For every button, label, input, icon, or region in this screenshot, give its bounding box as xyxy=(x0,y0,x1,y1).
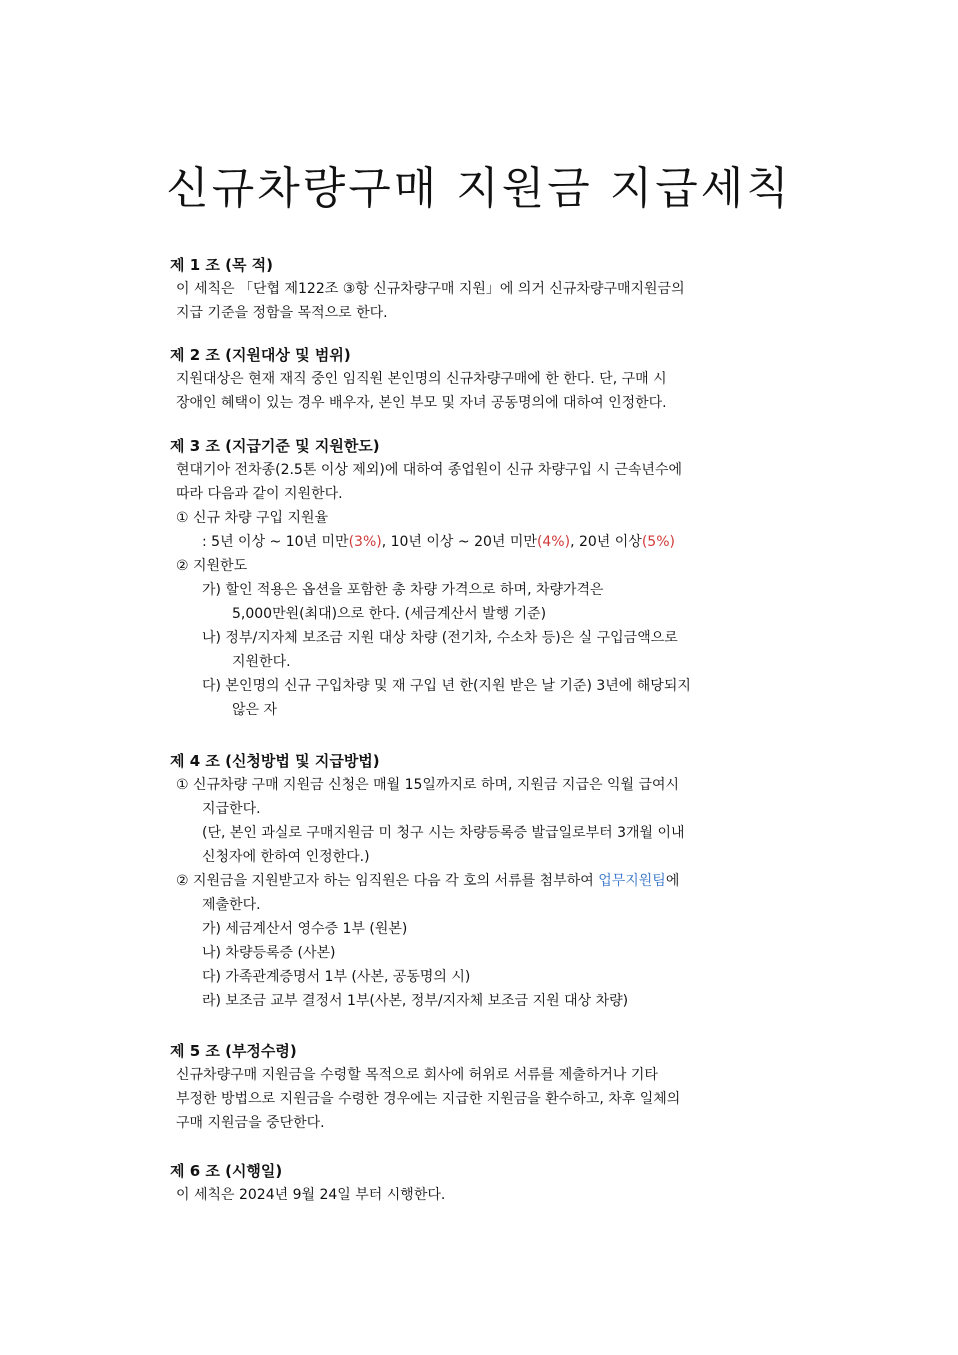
article-3-item-1: ① 신규 차량 구입 지원율 xyxy=(176,510,329,526)
rate-range-a: : 5년 이상 ~ 10년 미만 xyxy=(202,534,349,550)
document-title: 신규차량구매 지원금 지급세칙 xyxy=(166,163,792,214)
article-5-line-3: 구매 지원금을 중단한다. xyxy=(176,1115,325,1131)
article-4-item-2-line-2: 제출한다. xyxy=(202,897,261,913)
article-6-heading: 제 6 조 (시행일) xyxy=(170,1162,283,1180)
article-4-item-2-line-1 xyxy=(166,869,816,893)
article-5 xyxy=(166,1039,816,1135)
document-list-item: 나) 차량등록증 (사본) xyxy=(202,945,336,961)
article-4-item-1-line-1: ① 신규차량 구매 지원금 신청은 매월 15일까지로 하며, 지원금 지급은 익월 급여시 xyxy=(176,777,680,793)
rate-value-b: (4%) xyxy=(536,534,571,550)
rate-value-a: (3%) xyxy=(348,534,382,550)
article-6-line-1: 이 세칙은 2024년 9월 24일 부터 시행한다. xyxy=(176,1187,446,1203)
article-5-line-1: 신규차량구매 지원금을 수령할 목적으로 회사에 허위로 서류를 제출하거나 기타 xyxy=(176,1067,658,1083)
article-4 xyxy=(166,749,816,1013)
article-5-heading: 제 5 조 (부정수령) xyxy=(170,1042,297,1060)
article-3-line-1: 현대기아 전차종(2.5톤 이상 제외)에 대하여 종업원이 신규 차량구입 시 근속년수에 xyxy=(176,462,683,478)
limit-ga-line-2: 5,000만원(최대)으로 한다. (세금계산서 발행 기준) xyxy=(232,606,547,622)
limit-ga-line-1: 가) 할인 적용은 옵션을 포함한 총 차량 가격으로 하며, 차량가격은 xyxy=(202,582,604,598)
business-support-team: 업무지원팀 xyxy=(598,873,666,889)
article-3-heading: 제 3 조 (지급기준 및 지원한도) xyxy=(170,437,380,455)
article-2-heading: 제 2 조 (지원대상 및 범위) xyxy=(170,346,351,364)
article-1-line-2: 지급 기준을 정함을 목적으로 한다. xyxy=(176,305,388,321)
article-6 xyxy=(166,1159,816,1207)
article-1-heading: 제 1 조 (목 적) xyxy=(170,256,273,274)
limit-da-line-2: 않은 자 xyxy=(232,702,278,718)
limit-na-line-2: 지원한다. xyxy=(232,654,291,670)
article-1 xyxy=(166,253,816,325)
article-4-item-2-text: ② 지원금을 지원받고자 하는 임직원은 다음 각 호의 서류를 첨부하여 xyxy=(176,873,599,889)
article-5-line-2: 부정한 방법으로 지원금을 수령한 경우에는 지급한 지원금을 환수하고, 차후 일체의 xyxy=(176,1091,681,1107)
document-list-item: 가) 세금계산서 영수증 1부 (원본) xyxy=(202,921,408,937)
document-list-item: 라) 보조금 교부 결정서 1부(사본, 정부/지자체 보조금 지원 대상 차량) xyxy=(202,993,629,1009)
support-rate-line xyxy=(166,530,816,554)
article-3-line-2: 따라 다음과 같이 지원한다. xyxy=(176,486,343,502)
article-4-item-1-line-3: (단, 본인 과실로 구매지원금 미 청구 시는 차량등록증 발급일로부터 3개월 이내 xyxy=(202,825,685,841)
article-4-item-1-line-4: 신청자에 한하여 인정한다.) xyxy=(202,849,370,865)
article-2 xyxy=(166,343,816,415)
document-list-item: 다) 가족관계증명서 1부 (사본, 공동명의 시) xyxy=(202,969,471,985)
article-1-line-1: 이 세칙은 「단협 제122조 ③항 신규차량구매 지원」에 의거 신규차량구매지원금의 xyxy=(176,281,685,297)
rate-value-c: (5%) xyxy=(641,534,675,550)
article-4-heading: 제 4 조 (신청방법 및 지급방법) xyxy=(170,752,380,770)
article-2-line-2: 장애인 혜택이 있는 경우 배우자, 본인 부모 및 자녀 공동명의에 대하여 인정한다. xyxy=(176,395,667,411)
article-3 xyxy=(166,434,816,722)
rate-range-b: , 10년 이상 ~ 20년 미만 xyxy=(381,534,537,550)
article-4-item-1-line-2: 지급한다. xyxy=(202,801,261,817)
limit-da-line-1: 다) 본인명의 신규 구입차량 및 재 구입 년 한(지원 받은 날 기준) 3년에 해당되지 xyxy=(202,678,691,694)
article-2-line-1: 지원대상은 현재 재직 중인 임직원 본인명의 신규차량구매에 한 한다. 단, 구매 시 xyxy=(176,371,667,387)
rate-range-c: , 20년 이상 xyxy=(570,534,642,550)
article-3-item-2: ② 지원한도 xyxy=(176,558,248,574)
article-4-item-2-suffix: 에 xyxy=(665,873,680,889)
limit-na-line-1: 나) 정부/지자체 보조금 지원 대상 차량 (전기차, 수소차 등)은 실 구입금액으로 xyxy=(202,630,678,646)
